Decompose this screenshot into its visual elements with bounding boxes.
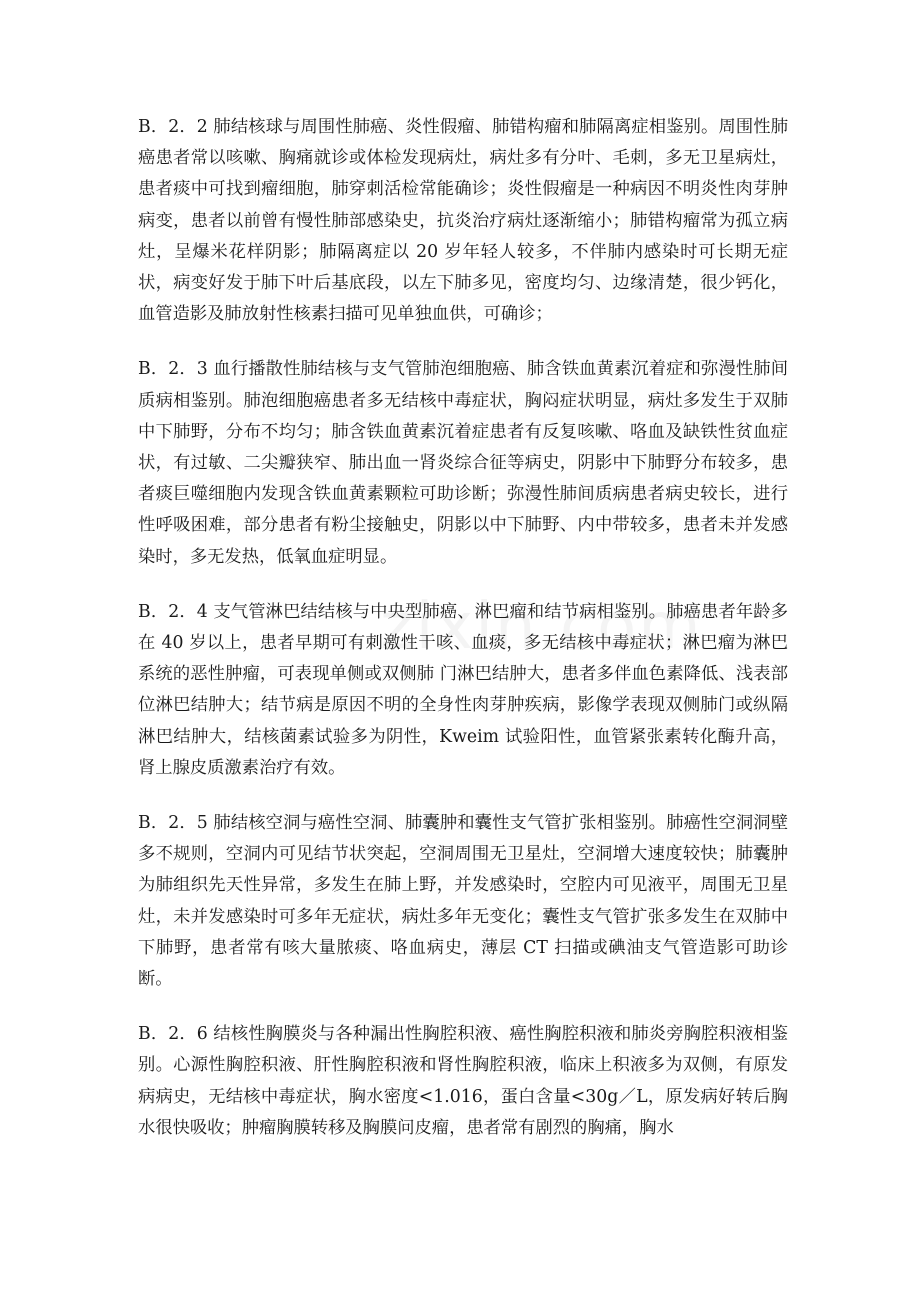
paragraph-b26: B．2．6 结核性胸膜炎与各种漏出性胸腔积液、癌性胸腔积液和肺炎旁胸腔积液相鉴别。心源性胸腔积液、肝性胸腔积液和肾性胸腔积液，临床上积液多为双侧，有原发病病史，无结核中毒症状，胸水密度<1.016，蛋白含量<30g／L，原发病好转后胸水很快吸收；肿瘤胸膜转移及胸膜问皮瘤，患者常有剧烈的胸痛，胸水 xyxy=(138,1024,788,1138)
paragraph-b25: B．2．5 肺结核空洞与癌性空洞、肺囊肿和囊性支气管扩张相鉴别。肺癌性空洞洞壁多不规则，空洞内可见结节状突起，空洞周围无卫星灶，空洞增大速度较快；肺囊肿为肺组织先天性异常，多发生在肺上野，并发感染时，空腔内可见液平，周围无卫星灶，未并发感染时可多年无症状，病灶多年无变化；囊性支气管扩张多发生在双肺中下肺野，患者常有咳大量脓痰、咯血病史，薄层 CT 扫描或碘油支气管造影可助诊断。 xyxy=(138,813,788,990)
paragraph-b24: B．2．4 支气管淋巴结结核与中央型肺癌、淋巴瘤和结节病相鉴别。肺癌患者年龄多在 40 岁以上，患者早期可有刺激性干咳、血痰，多无结核中毒症状；淋巴瘤为淋巴系统的恶性肿瘤，可表现单侧或双侧肺 门淋巴结肿大，患者多伴血色素降低、浅表部位淋巴结肿大；结节病是原因不明的全身性肉芽肿疾病，影像学表现双侧肺门或纵隔淋巴结肿大，结核菌素试验多为阴性，Kweim 试验阳性，血管紧张素转化酶升高，肾上腺皮质激素治疗有效。 xyxy=(138,601,788,778)
document-body xyxy=(138,112,788,1168)
paragraph-b23: B．2．3 血行播散性肺结核与支气管肺泡细胞癌、肺含铁血黄素沉着症和弥漫性肺间质病相鉴别。肺泡细胞癌患者多无结核中毒症状，胸闷症状明显，病灶多发生于双肺中下肺野，分布不均匀；肺含铁血黄素沉着症患者有反复咳嗽、咯血及缺铁性贫血症状，有过敏、二尖瓣狭窄、肺出血一肾炎综合征等病史，阴影中下肺野分布较多，患者痰巨噬细胞内发现含铁血黄素颗粒可助诊断；弥漫性肺间质病患者病史较长，进行性呼吸困难，部分患者有粉尘接触史，阴影以中下肺野、内中带较多，患者未并发感染时，多无发热，低氧血症明显。 xyxy=(138,359,788,567)
paragraph-b22: B．2．2 肺结核球与周围性肺癌、炎性假瘤、肺错构瘤和肺隔离症相鉴别。周围性肺癌患者常以咳嗽、胸痛就诊或体检发现病灶，病灶多有分叶、毛刺，多无卫星病灶，患者痰中可找到瘤细胞，肺穿刺活检常能确诊；炎性假瘤是一种病因不明炎性肉芽肿病变，患者以前曾有慢性肺部感染史，抗炎治疗病灶逐渐缩小；肺错构瘤常为孤立病灶，呈爆米花样阴影；肺隔离症以 20 岁年轻人较多，不伴肺内感染时可长期无症状，病变好发于肺下叶后基底段，以左下肺多见，密度均匀、边缘清楚，很少钙化，血管造影及肺放射性核素扫描可见单独血供，可确诊； xyxy=(138,117,788,325)
